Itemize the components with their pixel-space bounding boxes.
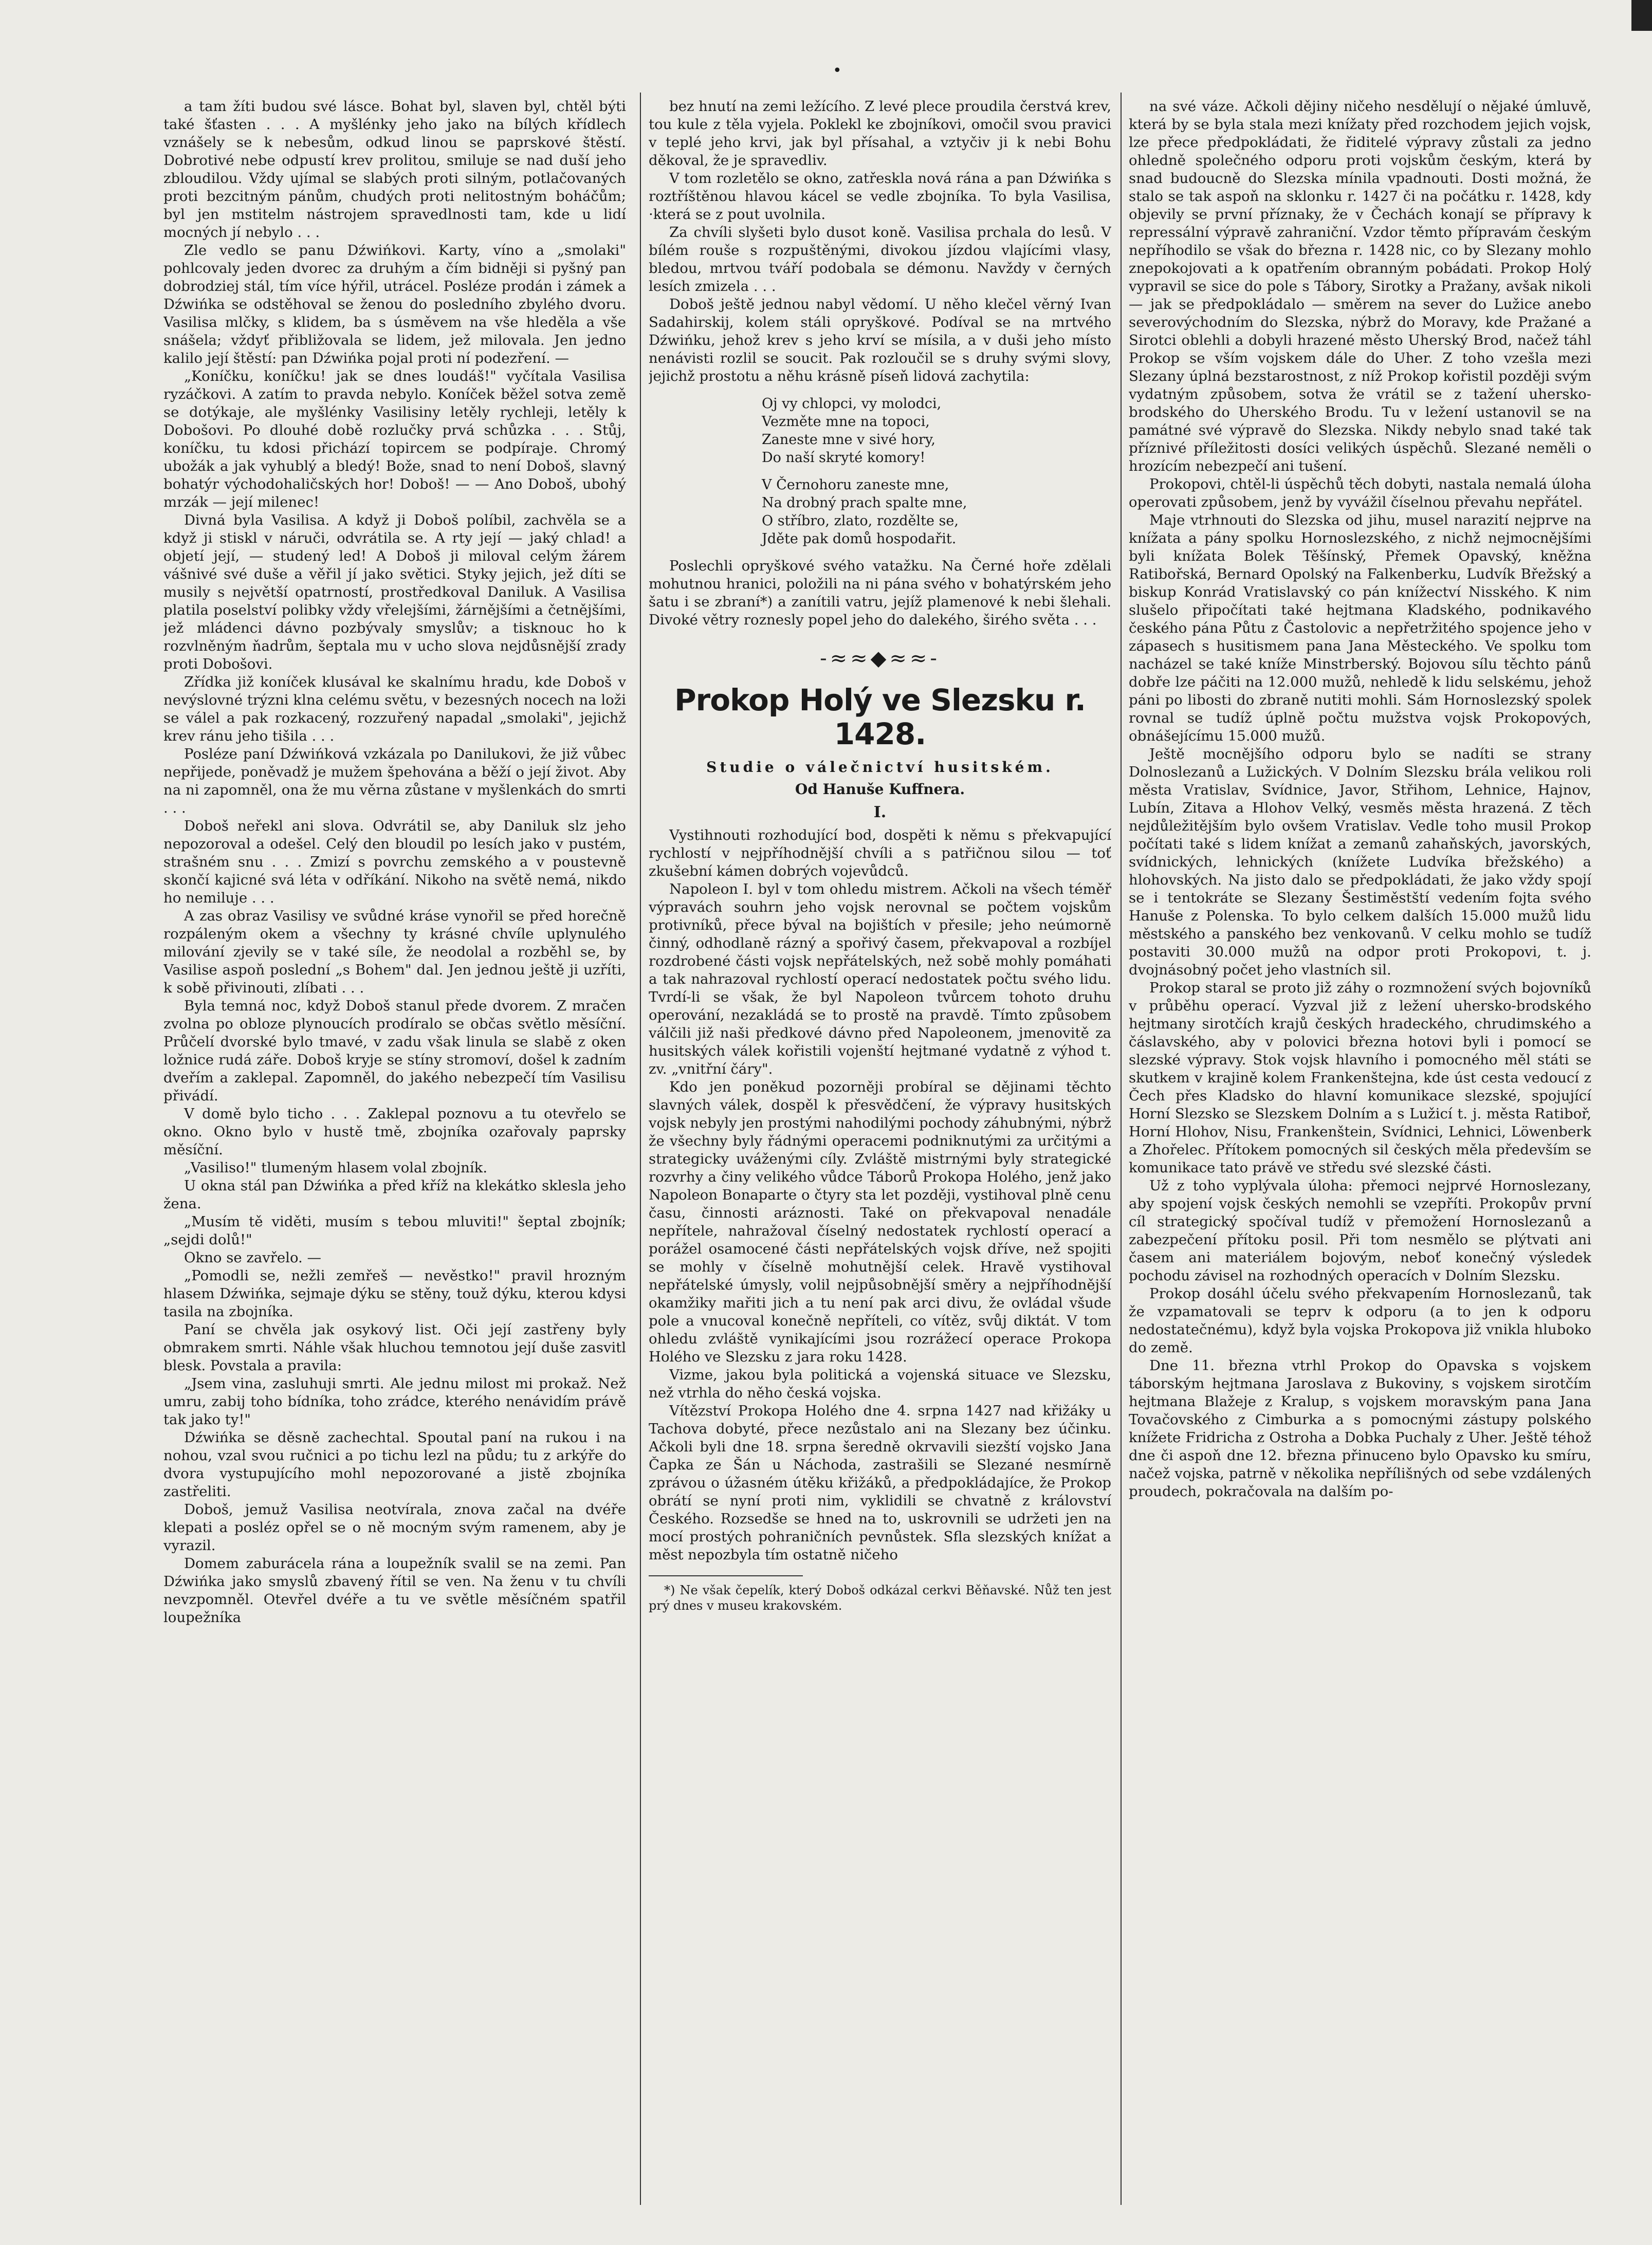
- paragraph: V tom rozletělo se okno, zatřeskla nová rána a pan Dźwińka s roztříštěnou hlavou kácel se vedle zbojníka. To byla Vasilisa, ·která se z pout uvolnila.: [649, 170, 1111, 223]
- scan-edge-mark: [1631, 0, 1652, 31]
- paragraph: Posléze paní Dźwińková vzkázala po Danilukovi, že již vůbec nepřijede, poněvadž je mužem špehována a běží o její život. Aby na ni zapomněl, ona že mu věrna zůstane v myšlenkách do smrti . . .: [163, 746, 626, 816]
- article-subtitle: Studie o válečnictví husitském.: [706, 759, 1054, 776]
- column-1: [163, 98, 626, 2205]
- paragraph: Za chvíli slyšeti bylo dusot koně. Vasilisa prchala do lesů. V bílém rouše s rozpuštěnými, divokou jízdou vlajícími vlasy, bledou, mrtvou tváří podobala se démonu. Navždy v černých lesích zmizela . . .: [649, 224, 1111, 295]
- paragraph: Maje vtrhnouti do Slezska od jihu, musel narazití nejprve na knížata a pány spolku Hornoslezského, z nichž nejmocnějšími byli knížata Bolek Těšínský, Přemek Opavský, kněžna Ratibořská, Bernard Opolský na Falkenberku, Ludvík Břežský a biskup Konrád Vratislavský co pán knížectví Nisského. K nim slušelo připočítati také hejtmana Kladského, podnikavého českého pána Půtu z Častolovic a nepřetržitého spojence jeho v zápasech s husitismem pana Jana Městeckého. Ve spolku tom nacházel se také kníže Minstrberský. Bojovou sílu těchto pánů dobře lze páčiti na 12.000 mužů, nehledě k lidu selskému, jehož páni po libosti do zbraně nutiti mohli. Sám Hornoslezský spolek rovnal se tudíž úplně počtu mužstva vojsk Prokopových, obnášejícímu 15.000 mužů.: [1129, 512, 1591, 744]
- paragraph: Zřídka již koníček klusával ke skalnímu hradu, kde Doboš v nevýslovné trýzni klna celému světu, v bezesných nocech na loži se válel a pak rozkacený, rozzuřený napadal „smolaki", jejichž krev ránu jeho tišila . . .: [163, 674, 626, 744]
- column-3: [1129, 98, 1591, 2205]
- paragraph: Ještě mocnějšího odporu bylo se nadíti se strany Dolnoslezanů a Lužických. V Dolním Slezsku brála velikou roli města Vratislav, Svídnice, Javor, Střihom, Lehnice, Hajnov, Lubín, Zitava a Hlohov Velký, vesměs města hrazená. Z těch nejdůležitějším bylo ovšem Vratislav. Vedle toho musil Prokop počítati také s lidem knížat a zemanů zahaňských, javorských, svídnických, lehnických (knížete Ludvíka břežského) a hlohovských. Na jisto dalo se předpokládati, že jako vždy spojí se i tentokráte se Slezany Šestiměstští vedením fojta svého Hanuše z Polenska. To bylo celkem dalších 15.000 mužů lidu městského a panského bez venkovanů. V celku mohlo se tudíž postaviti 30.000 mužů na odpor proti Prokopovi, t. j. dvojnásobný počet jeho vlastních sil.: [1129, 746, 1591, 978]
- paragraph: Doboš, jemuž Vasilisa neotvírala, znova začal na dvéře klepati a posléz opřel se o ně mocným svým ramenem, aby je vyrazil.: [163, 1501, 626, 1554]
- paragraph: Už z toho vyplývala úloha: přemoci nejprvé Hornoslezany, aby spojení vojsk českých nemohli se vzepříti. Prokopův první cíl strategický spočíval tudíž v přemožení Hornoslezanů a zabezpečení přítoku posil. Při tom nesmělo se plýtvati ani časem ani materiálem bojovým, neboť konečný výsledek pochodu závisel na rozhodných operacích v Dolním Slezsku.: [1129, 1177, 1591, 1284]
- paragraph: „Pomodli se, nežli zemřeš — nevěstko!" pravil hrozným hlasem Dźwińka, sejmaje dýku se stěny, touž dýku, kterou kdysi tasila na zbojníka.: [163, 1267, 626, 1320]
- verse-line: Zaneste mne v sivé hory,: [762, 432, 935, 448]
- verse-line: V Černohoru zaneste mne,: [762, 477, 949, 493]
- verse-line: O stříbro, zlato, rozdělte se,: [762, 513, 959, 529]
- stanza-break: [762, 467, 1111, 476]
- paragraph: Doboš neřekl ani slova. Odvrátil se, aby Daniluk slz jeho nepozoroval a odešel. Celý den bloudil po lesích jako v pustém, strašném snu . . . Zmizí s povrchu zemského a v poustevně skončí kajicné svá léta v odříkání. Nikoho na světě nemá, nikdo ho nemiluje . . .: [163, 818, 626, 906]
- paragraph: „Vasiliso!" tlumeným hlasem volal zbojník.: [184, 1160, 488, 1176]
- footnote-rule: [649, 1575, 803, 1576]
- paragraph: „Jsem vina, zasluhuji smrti. Ale jednu milost mi prokaž. Než umru, zabij toho bídníka, toho zrádce, kterého nenávidím právě tak jako ty!": [163, 1375, 626, 1428]
- page-folio: •: [833, 62, 842, 80]
- folk-song-verse: [762, 395, 1111, 548]
- paragraph: Kdo jen poněkud pozorněji probíral se dějinami těchto slavných válek, dospěl k přesvědčení, že výpravy husitských vojsk nebyly jen prostými nahodilými pochody záhubnými, nýbrž že všechny byly řádnými operacemi podniknutými za určitými a strategicky uváženými cíly. Zvláště mistrnými byly strategické rozvrhy a činy velikého vůdce Táborů Prokopa Holého, jenž jako Napoleon Bonaparte o čtyry sta let později, vystihoval plně cenu času, činnosti aráznosti. Také on překvapoval nenadále nepřítele, nahražoval číselný nedostatek rychlostí operací a porážel osamocené části nepřátelských vojsk dříve, než spojiti se mohly v číselně mohutnější celek. Hravě vystihoval nepřátelské úmysly, volil nejpůsobnější směry a nejpříhodnější okamžiky mařiti jich a tu není pak arci divu, že ovládal všude pole a vnucoval konečně nepříteli, co vítěz, svůj diktát. V tom ohledu zvláště vynikajícími jsou rozrážecí operace Prokopa Holého ve Slezsku z jara roku 1428.: [649, 1079, 1111, 1365]
- paragraph: Paní se chvěla jak osykový list. Oči její zastřeny byly obmrakem smrti. Náhle však hluchou temnotou její duše zasvitl blesk. Povstala a pravila:: [163, 1321, 626, 1374]
- verse-line: Do naší skryté komory!: [762, 450, 926, 466]
- section-ornament: -≈≈◆≈≈-: [820, 647, 940, 670]
- article-title: Prokop Holý ve Slezsku r. 1428.: [674, 683, 1086, 751]
- paragraph: V domě bylo ticho . . . Zaklepal poznovu a tu otevřelo se okno. Okno bylo v hustě tmě, zbojníka ozařovaly paprsky měsíční.: [163, 1106, 626, 1158]
- paragraph: Prokop staral se proto již záhy o rozmnožení svých bojovníků v průběhu operací. Vyzval již z ležení uhersko-brodského hejtmany sirotčích krajů českých hradeckého, chrudimského a čáslavského, aby v polovici března hotovi byli i pomocí se slezské výpravy. Stok vojsk hlavního i pomocného měl státi se skutkem v krajině kolem Frankenštejna, kde úst cesta vedoucí z Čech přes Kladsko do hlavní komunikace slezské, spojující Horní Slezsko se Slezskem Dolním a s Lužicí t. j. města Ratiboř, Horní Hlohov, Nisu, Frankenštein, Svídnici, Lehnici, Löwenberk a Zhořelec. Přítokem pomocných sil českých měla především se komunikace tato právě ve středu své slezské části.: [1129, 980, 1591, 1176]
- paragraph: Vítězství Prokopa Holého dne 4. srpna 1427 nad křižáky u Tachova dobyté, přece nezůstalo ani na Slezany bez účinku. Ačkoli byli dne 18. srpna šeredně okrvavili siezští vojsko Jana Čapka ze Šán u Náchoda, zastrašili se Slezané nesmírně zprávou o úžasném útěku křižáků, a předpokládajíce, že Prokop obrátí se nyní proti nim, vyklidili se chvatně z království Českého. Rozsedše se hned na to, uskrovnili se udržeti jen na mocí prostých pohraničních pevnůstek. Sfla slezských knížat a měst nepozbyla tím ostatně ničeho: [649, 1403, 1111, 1563]
- paragraph: Divná byla Vasilisa. A když ji Doboš políbil, zachvěla se a když ji stiskl v náruči, odvrátila se. A rty její — jaký chlad! a objetí její, — studený led! A Doboš ji miloval celým žárem vášnivé své duše a věřil jí jako světici. Styky jejich, jež díti se musily s největší opatrností, prostředkoval Daniluk. A Vasilisa platila poselství polibky vždy vřelejšími, žárnějšími a četnějšími, jež mládenci dávno pozbývaly smyslův; a tisknouc ho k rozvlněným ňadrům, šeptala mu v ucho slova nejdůsnější zrady proti Dobošovi.: [163, 512, 626, 672]
- paragraph: A zas obraz Vasilisy ve svůdné kráse vynořil se před horečně rozpáleným okem a všechny ty krásné chvíle uplynulého milování zjevily se v také síle, že neodolal a rozběhl se, by Vasilise aspoň poslední „s Bohem" dal. Jen jednou ještě ji uzříti, k sobě přivinouti, zlíbati . . .: [163, 908, 626, 996]
- verse-line: Oj vy chlopci, vy molodci,: [762, 396, 942, 412]
- story-continuation: [649, 98, 1111, 385]
- paragraph: Dźwińka se děsně zachechtal. Spoutal paní na rukou i na nohou, vzal svou ručnici a po tichu lezl na půdu; tu z arkýře do dvora vystupujícího mohl nepozorované a jistě zbojníka zastřeliti.: [163, 1429, 626, 1500]
- paragraph: Domem zaburácela rána a loupežník svalil se na zemi. Pan Dźwińka jako smyslů zbavený řítil se ven. Na ženu v tu chvíli nevzpomněl. Otevřel dvéře a tu ve světle měsíčném spatřil loupežníka: [163, 1555, 626, 1626]
- footnote: *) Ne však čepelík, který Doboš odkázal cerkvi Běňavské. Nůž ten jest prý dnes v museu krakovském.: [649, 1583, 1111, 1613]
- paragraph: na své váze. Ačkoli dějiny ničeho nesdělují o nějaké úmluvě, která by se byla stala mezi knížaty před rozchodem jejich vojsk, lze přece předpokládati, že řiditelé výpravy zůstali za jedno ohledně společného odporu proti vojskům českým, která by snad budoucně do Slezska mínila vpadnouti. Dosti možná, že stalo se tak aspoň na sklonku r. 1427 či na počátku r. 1428, kdy objevily se první příznaky, že v Čechách konají se přípravy k repressální výpravě zahraniční. Vzdor těmto přípravám českým nepříhodilo se však do března r. 1428 nic, co by Slezany mohlo znepokojovati a k opatřením obranným pobádati. Prokop Holý vypravil se sice do pole s Tábory, Sirotky a Pražany, avšak nikoli — jak se předpokládalo — směrem na sever do Lužice anebo severovýchodním do Slezska, nýbrž do Moravy, kde Pražané a Sirotci oblehli a dobyli hrazené město Uherský Brod, načež táhl Prokop se vším vojskem dále do Uher. Z toho vzešla mezi Slezany úplná bezstarostnost, z níž Prokop kořistil později svým vydatným způsobem, sotva že vrátil se z tažení uhersko-brodského do Uherského Brodu. Tu v ležení ustanovil se na památné své výpravě do Slezska. Nikdy nebylo snad také tak příznivé příležitosti dosíci velikých úspěchů. Slezané neměli o hrozícím nebezpečí ani tušení.: [1129, 98, 1591, 474]
- paragraph: Napoleon I. byl v tom ohledu mistrem. Ačkoli na všech téměř výpravách souhrn jeho vojsk nerovnal se počtem vojskům protivníků, přece býval na bojištích v přesile; jeho neúmorně činný, odhodlaně rázný a spořivý časem, překvapoval a rozbíjel rozdrobené části vojsk nepřátelských, než sobě mohly pomáhati a tak nahrazoval rychlostí operací nedostatek počtu svého lidu. Tvrdí-li se však, že byl Napoleon tvůrcem tohoto druhu operování, nezakládá se to prostě na pravdě. Tímto způsobem válčili již naši předkové dávno před Napoleonem, jmenovitě za husitských válek kořistili vojenští hejtmané vydatně z výhod t. zv. „vnitřní čáry".: [649, 881, 1111, 1077]
- paragraph: „Musím tě viděti, musím s tebou mluviti!" šeptal zbojník; „sejdi dolů!": [163, 1213, 626, 1248]
- verse-line: Jděte pak domů hospodařit.: [762, 531, 957, 547]
- paragraph: Doboš ještě jednou nabyl vědomí. U něho klečel věrný Ivan Sadahirskij, kolem stáli opryškové. Podíval se na mrtvého Dźwińku, jehož krev s jeho krví se mísila, a v duši jeho místo nenávisti rozlil se soucit. Pak rozloučil se s druhy svými slovy, jejichž prostotu a něhu krásně píseň lidová zachytila:: [649, 296, 1111, 384]
- story-ending: [649, 557, 1111, 629]
- paragraph: a tam žíti budou své lásce. Bohat byl, slaven byl, chtěl býti také šťasten . . . A myšlénky jeho jako na bílých křídlech vznášely se k nebesům, odkud linou se paprskové štěstí. Dobrotivé nebe odpustí krev prolitou, smiluje se nad duší jeho zbloudilou. Vždy ujímal se slabých proti silným, potlačovaných proti bezcitným pánům, chudých proti nelitostným boháčům; byl jen mstitelm nástrojem spravedlnosti tam, kde u lidí mocných jí nebylo . . .: [163, 98, 626, 241]
- paragraph: Vizme, jakou byla politická a vojenská situace ve Slezsku, než vtrhla do něho česká vojska.: [649, 1367, 1111, 1401]
- paragraph: Prokop dosáhl účelu svého překvapením Hornoslezanů, tak že vzpamatovali se teprv k odporu (a to jen k odporu nedostatečnému), když byla vojska Prokopova již vnikla hluboko do země.: [1129, 1285, 1591, 1356]
- article-body: [649, 826, 1111, 1564]
- paragraph: Vystihnouti rozhodující bod, dospěti k němu s překvapující rychlostí v nejpříhodnější chvíli a s patřičnou silou — toť zkušební kámen dobrých vojevůdců.: [649, 827, 1111, 879]
- verse-line: Na drobný prach spalte mne,: [762, 495, 967, 511]
- paragraph: Okno se zavřelo. —: [184, 1249, 322, 1266]
- column-rule-2: [1121, 93, 1122, 2205]
- paragraph: U okna stál pan Dźwińka a před kříž na klekátko sklesla jeho žena.: [163, 1177, 626, 1212]
- article-author: Od Hanuše Kuffnera.: [795, 781, 965, 798]
- paragraph: Zle vedlo se panu Dźwińkovi. Karty, víno a „smolaki" pohlcovaly jeden dvorec za druhým a čím bidněji si pyšný pan dobrodziej stál, tím více hýřil, utrácel. Posléze prodán i zámek a Dźwińka se odstěhoval se ženou do posledního zbylého dvoru. Vasilisa mlčky, s klidem, ba s úsměvem na vše hleděla a vše snášela; vždyť přibližovala se lidem, jež milovala. Jen jedno kalilo její štěstí: pan Dźwińka pojal proti ní podezření. —: [163, 242, 626, 366]
- article-part-number: I.: [873, 803, 887, 821]
- verse-line: Vezměte mne na topoci,: [762, 414, 930, 430]
- column-rule-1: [640, 93, 641, 2205]
- paragraph: Prokopovi, chtěl-li úspěchů těch dobyti, nastala nemalá úloha operovati způsobem, jenž by vyvážil číselnou převahu nepřátel.: [1129, 476, 1591, 510]
- paragraph: Byla temná noc, když Doboš stanul přede dvorem. Z mračen zvolna po obloze plynoucích prodíralo se občas světlo měsíční. Průčelí dvorské bylo tmavé, v zadu však linula se slabě z oken ložnice rudá záře. Doboš kryje se stíny stromoví, došel k zadním dveřím a zaklepal. Zapomněl, do jakého nebezpečí tím Vasilisu přivádí.: [163, 998, 626, 1104]
- paragraph: „Koníčku, koníčku! jak se dnes loudáš!" vyčítala Vasilisa ryzáčkovi. A zatím to pravda nebylo. Koníček běžel sotva země se dotýkaje, ale myšlénky Vasilisiny letěly rychleji, letěly k Dobošovi. Po dlouhé době rozlučky prvá schůzka . . . Stůj, koníčku, tu kdosi přichází topircem se podpíraje. Chromý ubožák a jak vyhublý a bledý! Bože, snad to není Doboš, slavný bohatýr východohaličských hor! Doboš! — — Ano Doboš, ubohý mrzák — její milenec!: [163, 368, 626, 510]
- paragraph: Poslechli opryškové svého vatažku. Na Černé hoře zdělali mohutnou hranici, položili na ni pána svého v bohatýrském jeho šatu i se zbraní*) a zanítili vatru, jejíž plamenové k nebi šlehali. Divoké větry roznesly popel jeho do dalekého, širého světa . . .: [649, 558, 1111, 628]
- paragraph: bez hnutí na zemi ležícího. Z levé plece proudila čerstvá krev, tou kule z těla vyjela. Poklekl ke zbojníkovi, omočil svou pravici v teplé jeho krvi, jak byl přísahal, a vztyčiv ji k nebi Bohu děkoval, že je spravedliv.: [649, 98, 1111, 169]
- column-2: [649, 98, 1111, 2205]
- paragraph: Dne 11. března vtrhl Prokop do Opavska s vojskem táborským hejtmana Jaroslava z Bukoviny, s vojskem sirotčím hejtmana Blažeje z Kralup, s vojskem moravským pana Jana Tovačovského z Cimburka a s pomocnými zástupy polského knížete Fridricha z Ostroha a Dobka Puchaly z Uher. Ještě téhož dne či aspoň dne 12. března přinuceno bylo Opavsko ku smíru, načež vojska, patrně v několika nepřílišných od sebe vzdálených proudech, pokračovala na dalším po-: [1129, 1357, 1591, 1500]
